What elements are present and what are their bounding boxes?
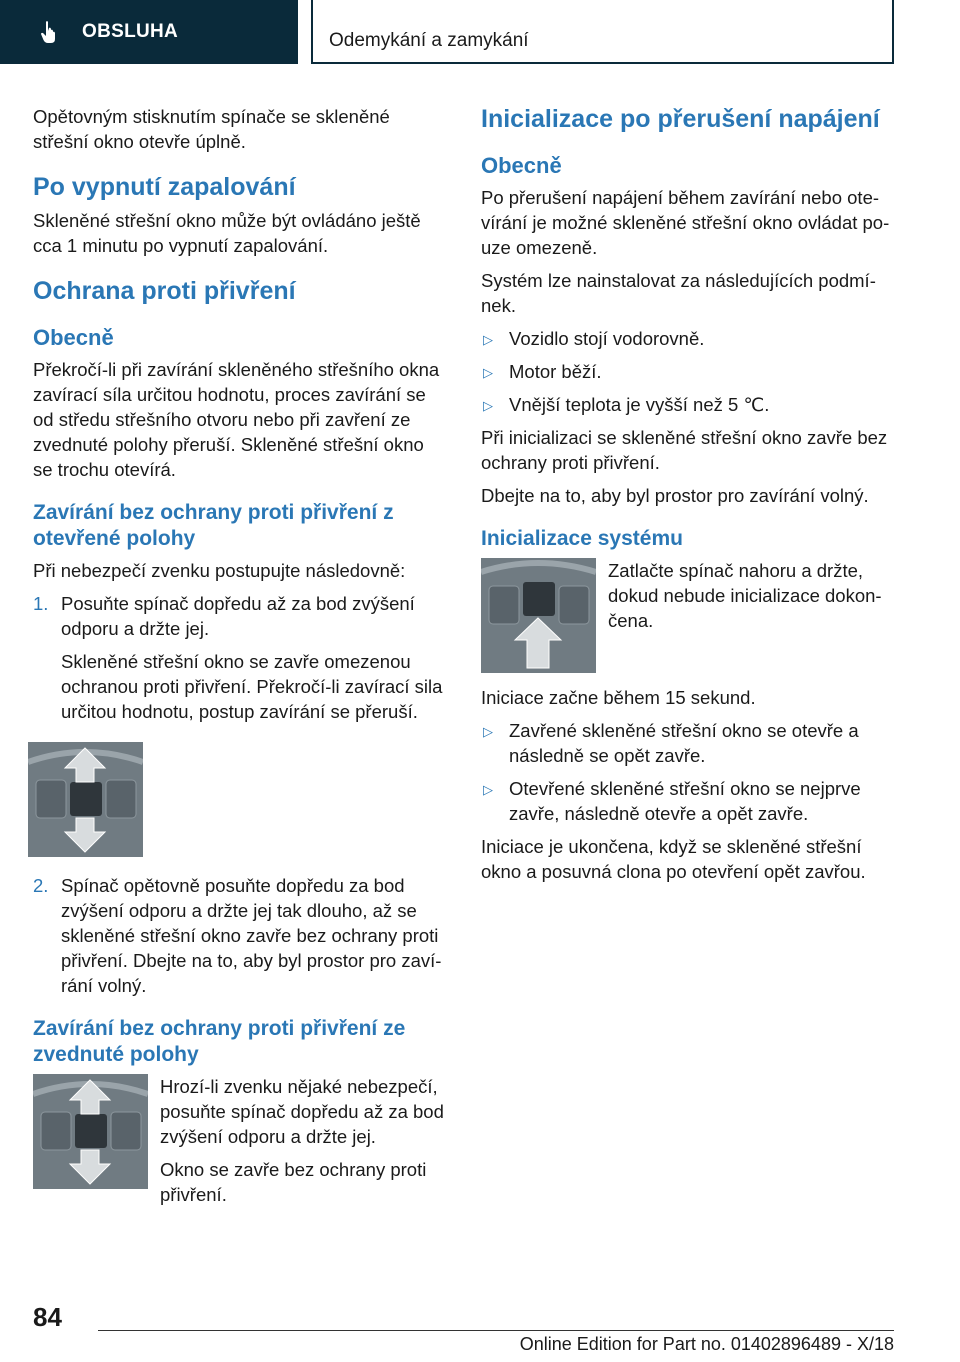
conditions-text: Systém lze nainstalovat za následujících podmínek. xyxy=(481,270,876,316)
page-number: 84 xyxy=(33,1302,62,1332)
step-2-text: Spínač opětovně posuňte dopředu za bod zvýšení odporu a držte jej tak dlouho, až se skleněné střešní okno zavře bez ochrany proti přivření. Dbejte na to, aby byl prostor pro zavírání volný. xyxy=(61,875,442,996)
step-2 xyxy=(33,873,448,998)
right-column xyxy=(481,104,896,892)
heading-general-right: Obecně xyxy=(481,153,562,178)
heading-ignition: Po vypnutí zapalování xyxy=(33,173,296,201)
list-item: ▷ Otevřené skleněné střešní okno se nejprve zavře, následně otevře a opět zavře. xyxy=(483,778,861,824)
switch-photo-up xyxy=(481,558,596,673)
system-init-text: Zatlačte spínač nahoru a držte, dokud nebude inicializace dokončena. xyxy=(608,560,882,631)
general-text-left: Překročí-li při zavírání skleněného střešního okna zavírací síla určitou hodnotu, proces zavírání se od středu střešního otvoru nebo při zavření ze zvednuté polohy přeruší. Skleněné střešní okno se trochu otevírá. xyxy=(33,359,440,480)
heading-close-from-raised: Zavírání bez ochrany proti přivření ze zvednuté polohy xyxy=(33,1017,406,1066)
raised-text-1: Hrozí-li zvenku nějaké nebezpečí, posuňte spínač dopředu až za bod zvýšení odporu a držte jej. xyxy=(160,1076,444,1147)
roof-switch-image xyxy=(481,558,596,673)
triangle-bullet-icon: ▷ xyxy=(483,724,493,739)
end-text: Iniciace je ukončena, když se skleněné střešní okno a posuvná clona po otevření opět zavřou. xyxy=(481,836,866,882)
section-tab xyxy=(0,0,298,64)
heading-close-from-open: Zavírání bez ochrany proti přivření z otevřené polohy xyxy=(33,501,394,550)
triangle-bullet-icon: ▷ xyxy=(483,782,493,797)
space-note: Dbejte na to, aby byl prostor pro zavírání volný. xyxy=(481,485,869,506)
danger-text: Při nebezpečí zvenku postupujte následovně: xyxy=(33,560,406,581)
list-item: ▷ Vozidlo stojí vodorovně. xyxy=(481,326,896,351)
heading-system-init: Inicializace systému xyxy=(481,527,683,550)
hand-pointer-icon xyxy=(40,20,60,44)
switch-photo-forward-back xyxy=(28,742,143,857)
roof-switch-image xyxy=(28,742,143,857)
system-init-section xyxy=(481,558,896,673)
list-item: ▷ Motor běží. xyxy=(481,359,896,384)
chapter-title: Odemykání a zamykání xyxy=(329,30,529,51)
heading-general-left: Obecně xyxy=(33,325,114,350)
step-1-number: 1. xyxy=(33,593,49,614)
triangle-bullet-icon: ▷ xyxy=(483,332,493,347)
list-item: ▷ Vnější teplota je vyšší než 5 ℃. xyxy=(481,392,896,417)
list-item: ▷ Zavřené skleněné střešní okno se otevře a následně se opět zavře. xyxy=(483,720,859,766)
left-column xyxy=(33,104,448,1215)
footer-edition: Online Edition for Part no. 01402896489 - X/18 xyxy=(519,1334,894,1354)
step-1 xyxy=(33,591,448,724)
step-2-number: 2. xyxy=(33,875,49,896)
ignition-text: Skleněné střešní okno může být ovládáno ještě cca 1 minutu po vypnutí zapalování. xyxy=(33,210,421,256)
raised-section xyxy=(33,1074,448,1215)
triangle-bullet-icon: ▷ xyxy=(483,365,493,380)
section-label: OBSLUHA xyxy=(82,21,179,42)
start-text: Iniciace začne během 15 sekund. xyxy=(481,687,756,708)
heading-initialization: Inicializace po přerušení napájení xyxy=(481,105,880,133)
step-1-note: Skleněné střešní okno se zavře omezenou ochranou proti přivření. Překročí-li zavírací sila určitou hodnotu, postup zavírání se přeruší. xyxy=(61,651,443,722)
init-note: Při inicializaci se skleněné střešní okno zavře bez ochrany proti přivření. xyxy=(481,427,888,473)
raised-text-2: Okno se zavře bez ochrany proti přivření. xyxy=(160,1159,427,1205)
roof-switch-image xyxy=(33,1074,148,1189)
footer-divider xyxy=(98,1330,894,1331)
triangle-bullet-icon: ▷ xyxy=(483,398,493,413)
general-text-right: Po přerušení napájení během zavírání nebo otevírání je možné skleněné střešní okno ovládat pouze omezeně. xyxy=(481,187,890,258)
step-1-text: Posuňte spínač dopředu až za bod zvýšení odporu a držte jej. xyxy=(61,593,415,639)
heading-pinch-protection: Ochrana proti přivření xyxy=(33,277,296,305)
intro-text: Opětovným stisknutím spínače se skleněné střešní okno otevře úplně. xyxy=(33,106,390,152)
chapter-header xyxy=(311,0,894,64)
switch-photo-raised xyxy=(33,1074,148,1189)
